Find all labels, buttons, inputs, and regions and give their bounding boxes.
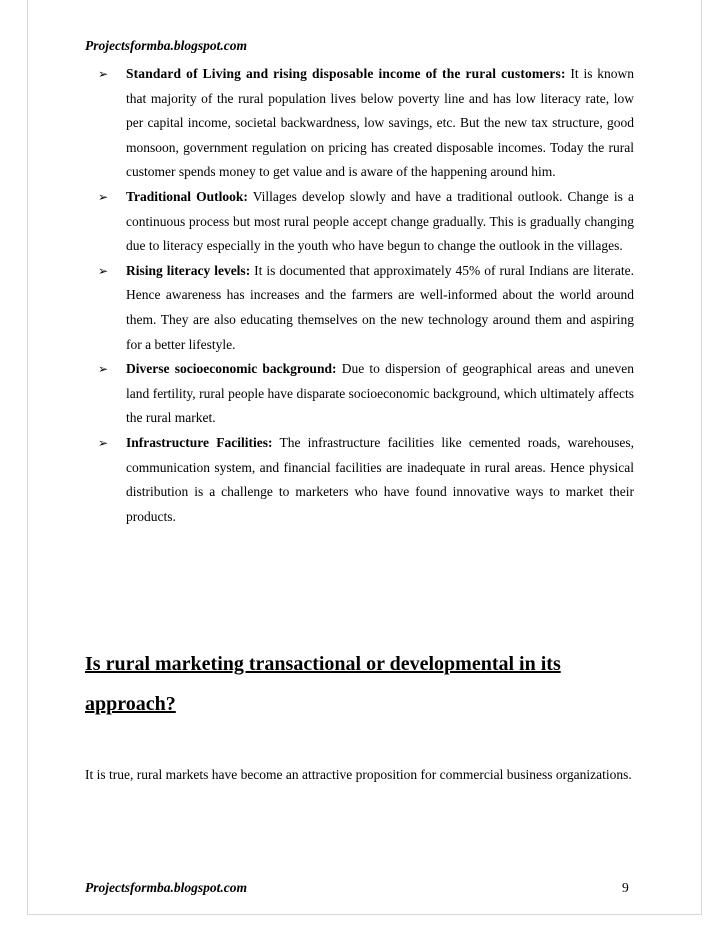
bullet-term: Traditional Outlook:: [126, 188, 248, 204]
page-number: 9: [622, 880, 629, 895]
bullet-term: Rising literacy levels:: [126, 262, 251, 278]
bullet-item: [98, 259, 634, 357]
bullet-text: It is known that majority of the rural population lives below poverty line and has low literacy rate, low per capital income, societal backwardness, low savings, etc. But the new tax structure, good monsoon, government regulation on pricing has created disposable incomes. Today the rural customer spends money to get value and is aware of the happening around him.: [126, 66, 634, 180]
bullet-list: [98, 62, 634, 529]
arrow-bullet-icon: ➢: [98, 263, 109, 278]
bullet-item: [98, 431, 634, 529]
bullet-item: [98, 185, 634, 259]
arrow-bullet-icon: ➢: [98, 189, 109, 204]
bullet-text: Due to dispersion of geographical areas and uneven land fertility, rural people have disparate socioeconomic background, which ultimately affects the rural market.: [126, 361, 635, 426]
bullet-item: [98, 357, 634, 431]
body-paragraph: It is true, rural markets have become an attractive proposition for commercial business organizations.: [85, 767, 632, 782]
page-header: Projectsformba.blogspot.com: [85, 38, 247, 53]
bullet-text: It is documented that approximately 45% of rural Indians are literate. Hence awareness has increases and the farmers are well-informed about the world around them. They are also educating themselves on the new technology around them and aspiring for a better lifestyle.: [126, 262, 634, 352]
bullet-text: The infrastructure facilities like cemented roads, warehouses, communication system, and financial facilities are inadequate in rural areas. Hence physical distribution is a challenge to marketers who have found innovative ways to market their products.: [126, 434, 634, 524]
bullet-term: Infrastructure Facilities:: [126, 434, 273, 450]
page-footer: Projectsformba.blogspot.com: [85, 880, 247, 895]
bullet-item: [98, 62, 634, 185]
bullet-term: Diverse socioeconomic background:: [126, 361, 337, 377]
section-heading: Is rural marketing transactional or developmental in its approach?: [85, 653, 561, 715]
arrow-bullet-icon: ➢: [98, 362, 109, 377]
bullet-term: Standard of Living and rising disposable income of the rural customers:: [126, 66, 566, 81]
arrow-bullet-icon: ➢: [98, 67, 109, 81]
arrow-bullet-icon: ➢: [98, 435, 109, 450]
bullet-text: Villages develop slowly and have a traditional outlook. Change is a continuous process but most rural people accept change gradually. This is gradually changing due to literacy especially in the youth who have begun to change the outlook in the villages.: [126, 188, 634, 254]
